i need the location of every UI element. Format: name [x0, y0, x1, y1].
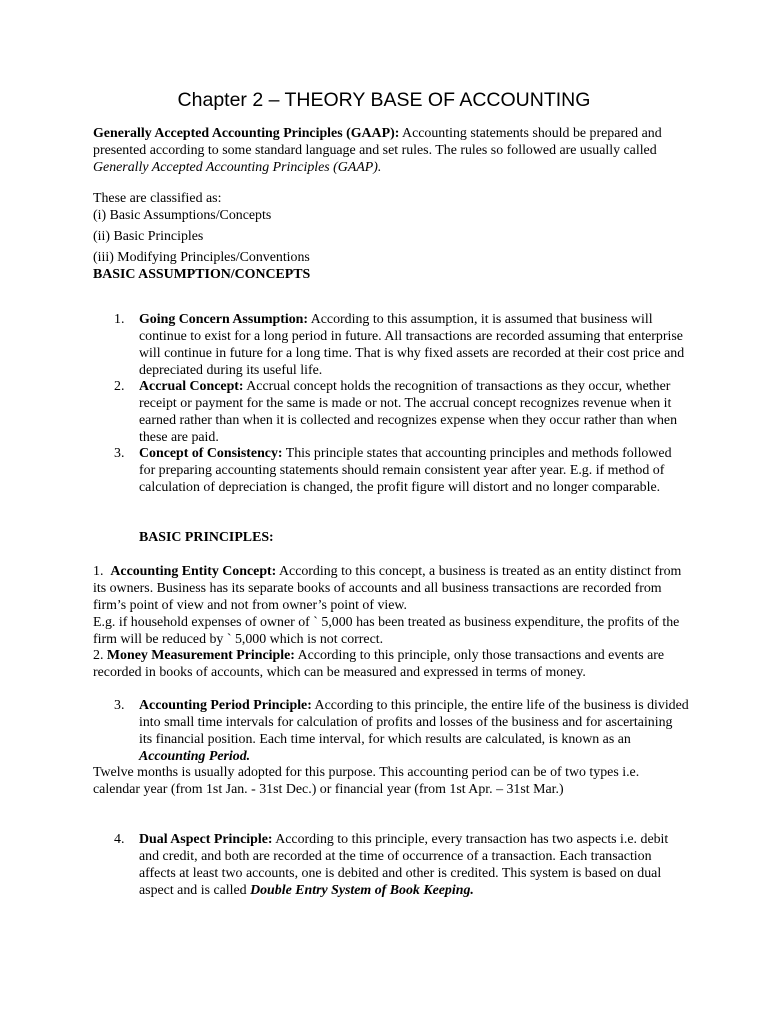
item-lead: Concept of Consistency: — [139, 446, 283, 461]
section-heading-principles: BASIC PRINCIPLES: — [139, 530, 274, 545]
money-number: 2. — [93, 648, 104, 663]
list-number: 1. — [114, 312, 125, 327]
item-lead: Accrual Concept: — [139, 379, 244, 394]
money-paragraph — [93, 647, 689, 681]
classified-item-1: (i) Basic Assumptions/Concepts — [93, 208, 272, 223]
item-text: Accrual concept holds the recognition of transactions as they occur, whether receipt or payment for the same is made or not. The accrual concept recognizes revenue when it earned rather than when it is collected and recognizes expense when they occur rather than when these are paid. — [139, 379, 678, 445]
list-number: 3. — [114, 698, 125, 713]
item-lead: Accounting Period Principle: — [139, 698, 312, 713]
list-item — [114, 378, 689, 446]
entity-lead: Accounting Entity Concept: — [110, 564, 277, 579]
item-text: According to this principle, the entire life of the business is divided into small time intervals for calculation of profits and losses of the business and for ascertaining its financial position. Each time interval, for which results are calculated, is known as an — [139, 698, 689, 747]
item-text: This principle states that accounting principles and methods followed for preparing accounting statements should remain consistent year after year. E.g. if method of calculation of depreciation is changed, the profit figure will distort and no longer comparable. — [139, 446, 672, 495]
money-text: According to this principle, only those transactions and events are recorded in books of accounts, which can be measured and expressed in terms of money. — [93, 648, 665, 680]
item-bolditalic: Double Entry System of Book Keeping. — [250, 883, 474, 898]
entity-paragraph — [93, 563, 689, 648]
list-number: 4. — [114, 832, 125, 847]
item-lead: Going Concern Assumption: — [139, 312, 309, 327]
entity-example: E.g. if household expenses of owner of ` 5,000 has been treated as business expenditure, the profits of the firm will be reduced by ` 5,000 which is not correct. — [93, 615, 680, 647]
money-lead: Money Measurement Principle: — [106, 648, 295, 663]
list-item — [114, 445, 689, 496]
list-item — [114, 831, 689, 899]
classified-item-2: (ii) Basic Principles — [93, 229, 204, 244]
list-item — [114, 311, 689, 379]
gaap-italic: Generally Accepted Accounting Principles (GAAP). — [93, 160, 382, 175]
item-text: According to this principle, every transaction has two aspects i.e. debit and credit, and both are recorded at the time of occurrence of a transaction. Each transaction affects at least two accounts, one is debited and other is credited. This system is based on dual aspect and is called — [139, 832, 669, 898]
item-lead: Dual Aspect Principle: — [139, 832, 273, 847]
gaap-lead: Generally Accepted Accounting Principles (GAAP): — [93, 126, 400, 141]
gaap-paragraph — [93, 125, 689, 176]
list-number: 3. — [114, 446, 125, 461]
period-paragraph: Twelve months is usually adopted for this purpose. This accounting period can be of two types i.e. calendar year (from 1st Jan. - 31st Dec.) or financial year (from 1st Apr. – 31st Mar.) — [93, 765, 640, 797]
classified-item-3: (iii) Modifying Principles/Conventions — [93, 250, 310, 265]
entity-number: 1. — [93, 564, 104, 579]
section-heading-assumptions: BASIC ASSUMPTION/CONCEPTS — [93, 267, 311, 282]
entity-text: According to this concept, a business is treated as an entity distinct from its owners. Business has its separate books of accounts and all business transactions are recorded from firm’s point of view and not from owner’s point of view. — [93, 564, 682, 613]
classified-label: These are classified as: — [93, 191, 222, 206]
gaap-text: Accounting statements should be prepared and presented according to some standard language and set rules. The rules so followed are usually called — [93, 126, 662, 158]
list-number: 2. — [114, 379, 125, 394]
item-bolditalic: Accounting Period. — [139, 749, 251, 764]
item-text: According to this assumption, it is assumed that business will continue to exist for a long period in future. All transactions are recorded assuming that enterprise will continue in future for a long time. That is why fixed assets are recorded at their cost price and depreciated during its useful life. — [139, 312, 685, 378]
list-item — [114, 697, 689, 765]
page-title: Chapter 2 – THEORY BASE OF ACCOUNTING — [177, 89, 591, 111]
